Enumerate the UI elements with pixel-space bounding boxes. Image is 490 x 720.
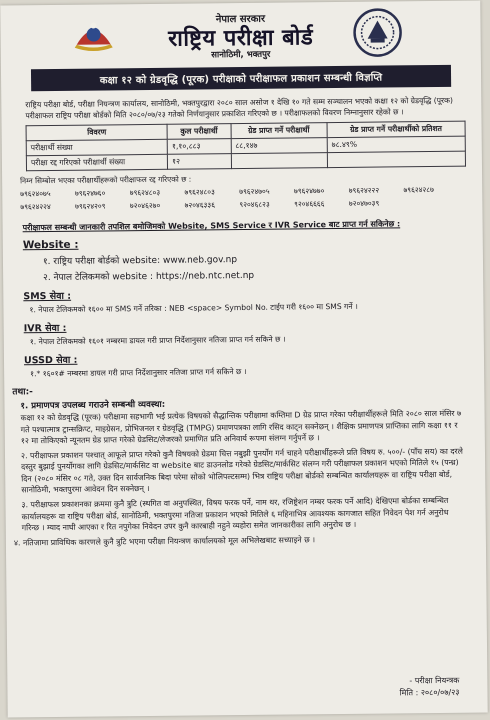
symbol-number: ७९६२४२२४ [20, 202, 51, 212]
symbol-number: ७९६२४८०३ [129, 187, 161, 198]
government-name: नेपाल सरकार [215, 13, 266, 26]
paragraph-correction [21, 495, 463, 534]
signatory: - परीक्षा नियन्त्रक [409, 675, 460, 686]
cancelled-symbol-list [20, 185, 458, 213]
table-header-cell: विवरण [26, 124, 167, 140]
paragraph-body: २. परीक्षाफल प्रकाशन पश्चात् आफूले प्राप्त गरेको कुनै विषयको ग्रेडमा चित्त नबुझी पुनर्योग गर्न चाहने परीक्षार्थीहरूले प्रति विषय रु. ५००/- (पाँच सय) का दरले दस्तुर बुझाई पुनर्योगका लागि ग्रेडसिट/मार्कसिट वा website बाट डाउनलोड गरेको ग्रेडसिट/मार्कसिट संलग्न गरी परीक्षाफल प्रकाशन भएको मितिले १५ (पन्ध्र) दिन (२०८० मंसिर ०८ गते, उक्त दिन सार्वजनिक बिदा परेमा सोको भोलिपल्टसम्म) भित्र राष्ट्रिय परीक्षा बोर्डको सम्बन्धित कार्यालयहरू वा राष्ट्रिय परीक्षा बोर्ड, सानोठिमी, भक्तपुरमा आवेदन दिन सक्नेछन् । [20, 446, 463, 495]
symbol-number: ७९६२४०७५ [20, 189, 51, 199]
table-header-cell: ग्रेड प्राप्त गर्ने परीक्षार्थी [231, 123, 327, 139]
closing-paragraph: ४. नतिजामा प्राविधिक कारणले कुनै त्रुटि भएमा परीक्षा नियन्त्रण कार्यालयको मूल अभिलेखबाट सच्याइने छ । [13, 535, 316, 548]
symbol-number: ७९६२४७६० [74, 188, 106, 198]
symbol-number: ७९६२४७७० [293, 186, 325, 196]
paragraph-recheck [21, 446, 463, 496]
website-title: Website : [22, 238, 79, 252]
symbol-number: ७९६२४२०९ [75, 201, 106, 211]
intro-paragraph: राष्ट्रिय परीक्षा बोर्ड, परीक्षा नियन्त्रण कार्यालय, सानोठिमी, भक्तपुरद्वारा २०८० साल असोज १ देखि १० गते सम्म सञ्चालन भएको कक्षा १२ को ग्रेडवृद्धि (पूरक) परीक्षाफल राष्ट्रिय परीक्षा बोर्डको मिति २०८०/०७/२३ गतेको निर्णयानुसार प्रकाशित गरिएको छ । परीक्षाफलको विवरण निम्नानुसार रहेको छ । [25, 95, 453, 121]
results-table [26, 121, 466, 172]
ivr-item: १. नेपाल टेलिकमको १६०१ नम्बरमा डायल गरी प्राप्त निर्देशानुसार नतिजा प्राप्त गर्न सकिने छ । [29, 334, 286, 347]
letterhead [0, 1, 481, 64]
sms-title: SMS सेवा : [23, 290, 72, 303]
symbol-number: ७९६२४२२२ [348, 185, 380, 195]
additional-label: तथा:- [12, 387, 33, 398]
board-seal-icon [352, 7, 403, 58]
ussd-item: १.* १६०१# नम्बरमा डायल गरी प्राप्त निर्देशानुसार नतिजा प्राप्त गर्न सकिने छ । [30, 366, 247, 379]
symbol-number: ९२०४६८२३ [239, 199, 270, 210]
table-header-cell: कुल परीक्षार्थी [167, 124, 230, 140]
table-header-cell: ग्रेड प्राप्त गर्ने परीक्षार्थीको प्रतिशत [327, 121, 465, 137]
ussd-title: USSD सेवा : [23, 354, 78, 367]
signature-date: मिति : २०८०/०७/२३ [399, 687, 460, 698]
symbol-number: ७२०४७०३९ [348, 198, 380, 208]
website-item: १. राष्ट्रिय परीक्षा बोर्डको website: www.neb.gov.np [42, 255, 238, 268]
symbol-number: ७२०४६२७० [129, 200, 161, 211]
table-cell [231, 153, 327, 169]
table-cell: परीक्षा रद्द गरिएको परीक्षार्थी संख्या [26, 154, 167, 170]
table-cell: परीक्षार्थी संख्या [26, 139, 167, 155]
cancelled-note: निम्न सिम्बोल भएका परीक्षार्थीहरूको परीक्षाफल रद्द गरिएको छ : [20, 174, 192, 186]
paragraph-title: १. प्रमाणपत्र उपलब्ध गराउने सम्बन्धी व्यवस्था: [20, 399, 166, 412]
symbol-number: ७९६२४२८७ [403, 185, 434, 195]
ivr-title: IVR सेवा : [23, 322, 67, 335]
paragraph-certificate [20, 397, 462, 447]
signature-block [399, 675, 459, 700]
symbol-number: ७९६२४७०५ [239, 186, 270, 197]
table-cell: ८८,१४७ [231, 138, 327, 154]
info-heading: परीक्षाफल सम्बन्धी जानकारी तपशिल बमोजिमको Website, SMS Service र IVR Service बाट प्राप्त गर्न सकिनेछ : [22, 219, 401, 233]
website-item: २. नेपाल टेलिकमको website : https://neb.ntc.net.np [43, 270, 255, 284]
table-cell [327, 151, 465, 167]
paragraph-body: कक्षा १२ को ग्रेडवृद्धि (पूरक) परीक्षामा सहभागी भई प्रत्येक विषयको सैद्धान्तिक परीक्षामा कम्तिमा D ग्रेड प्राप्त गरेका परीक्षार्थीहरूले मिति २०८० साल मंसिर ७ गते पश्चात्मात्र ट्रान्सक्रिप्ट, माइग्रेसन, प्रोभिजनल र ग्रेडवृद्धि (TMPG) प्रमाणपत्रका लागि रसिद काट्न सक्नेछन् । शैक्षिक प्रमाणपत्र प्राप्तिका लागि कक्षा ११ र १२ मा तोकिएको न्यूनतम ग्रेड प्राप्त गरेको ग्रेडसिट/लेजरको प्रमाणित प्रति अनिवार्य रूपमा संलग्न गर्नुपर्ने छ । [20, 409, 462, 446]
board-name: राष्ट्रिय परीक्षा बोर्ड [168, 25, 314, 52]
table-cell: १,१०,८८३ [167, 139, 230, 155]
sms-item: १. नेपाल टेलिकमको १६०० मा SMS गर्ने तरिका : NEB <space> Symbol No. टाईप गरी १६०० मा SMS गर्ने । [29, 301, 358, 315]
notice-document [0, 1, 487, 718]
notice-title-banner: कक्षा १२ को ग्रेडवृद्धि (पूरक) परीक्षाको परीक्षाफल प्रकाशन सम्बन्धी विज्ञप्ति [31, 65, 451, 91]
table-row [26, 151, 465, 171]
paragraph-body: ३. परीक्षाफल प्रकाशनका क्रममा कुनै त्रुटि (स्थगित वा अनुपस्थित, विषय फरक पर्ने, नाम थर, रजिष्ट्रेशन नम्बर फरक पर्ने आदि) देखिएमा बोर्डका सम्बन्धित कार्यालयहरू वा राष्ट्रिय परीक्षा बोर्ड, सानोठिमी, भक्तपुरमा नतिजा प्रकाशन भएको मितिले ६ महिनाभित्र आवश्यक कागजात सहित निवेदन पेश गर्न अनुरोध गरिन्छ । म्याद नाघी आएका र रित नपुगेका निवेदन उपर कुनै कारबाही नहुने व्यहोरा समेत जानकारीका लागि अनुरोध छ । [21, 496, 449, 533]
symbol-number: ७२०४६३३६ [184, 200, 216, 210]
symbol-number: ७९६२४८०३ [184, 187, 215, 197]
symbol-number: ९२०४६६६६ [294, 199, 325, 209]
table-cell: ७८.४९% [327, 136, 465, 152]
table-cell: १२ [168, 154, 231, 170]
board-address: सानोठिमी, भक्तपुर [211, 49, 271, 61]
